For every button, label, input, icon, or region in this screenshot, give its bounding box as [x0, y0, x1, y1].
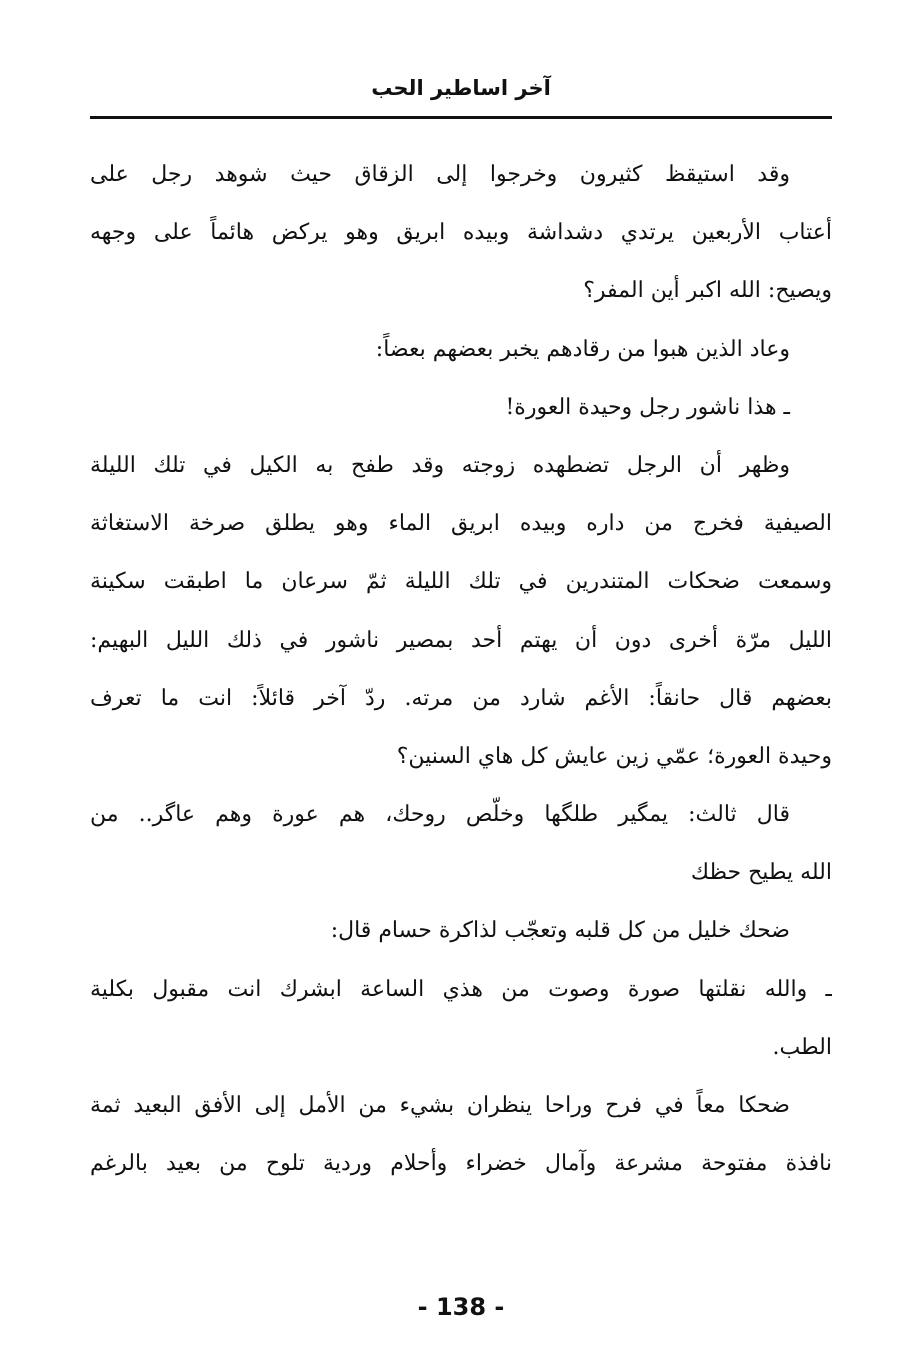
text-line: ـ هذا ناشور رجل وحيدة العورة!	[505, 394, 790, 420]
text-line: ضحك خليل من كل قلبه وتعجّب لذاكرة حسام قال:	[330, 918, 790, 944]
text-line: ويصيح: الله اكبر أين المفر؟	[583, 278, 832, 304]
text-line: نافذة مفتوحة مشرعة وآمال خضراء وأحلام وردية تلوح من بعيد بالرغم	[90, 1151, 832, 1177]
text-line: بعضهم قال حانقاً: الأغم شارد من مرته. ردّ آخر قائلاً: انت ما تعرف	[90, 685, 832, 711]
text-line: ضحكا معاً في فرح وراحا ينظران بشيء من الأمل إلى الأفق البعيد ثمة	[90, 1093, 790, 1118]
text-line: الليل مرّة أخرى دون أن يهتم أحد بمصير ناشور في ذلك الليل البهيم:	[90, 627, 832, 653]
text-line: الله يطيح حظك	[690, 860, 832, 886]
text-line: الطب.	[772, 1034, 832, 1060]
text-line: وظهر أن الرجل تضطهده زوجته وقد طفح به الكيل في تلك الليلة	[90, 452, 790, 478]
text-line: الصيفية فخرج من داره وبيده ابريق الماء وهو يطلق صرخة الاستغاثة	[90, 511, 832, 537]
body-text	[90, 146, 832, 1193]
text-line: قال ثالث: يمگير طلگها وخلّص روحك، هم عورة وهم عاگر.. من	[90, 802, 790, 828]
text-line: ـ والله نقلتها صورة وصوت من هذي الساعة ابشرك انت مقبول بكلية	[90, 976, 832, 1002]
header-rule	[90, 116, 832, 119]
text-line: وسمعت ضحكات المتندرين في تلك الليلة ثمّ سرعان ما اطبقت سكينة	[90, 569, 832, 595]
page-number: - 138 -	[417, 1293, 505, 1321]
text-line: وحيدة العورة؛ عمّي زين عايش كل هاي السنين؟	[396, 743, 832, 769]
running-header-title: آخر اساطير الحب	[371, 76, 551, 100]
text-line: وقد استيقظ كثيرون وخرجوا إلى الزقاق حيث شوهد رجل على	[90, 162, 790, 187]
text-line: وعاد الذين هبوا من رقادهم يخبر بعضهم بعضاً:	[375, 336, 790, 362]
text-line: أعتاب الأربعين يرتدي دشداشة وبيده ابريق وهو يركض هائماً على وجهه	[90, 220, 832, 246]
